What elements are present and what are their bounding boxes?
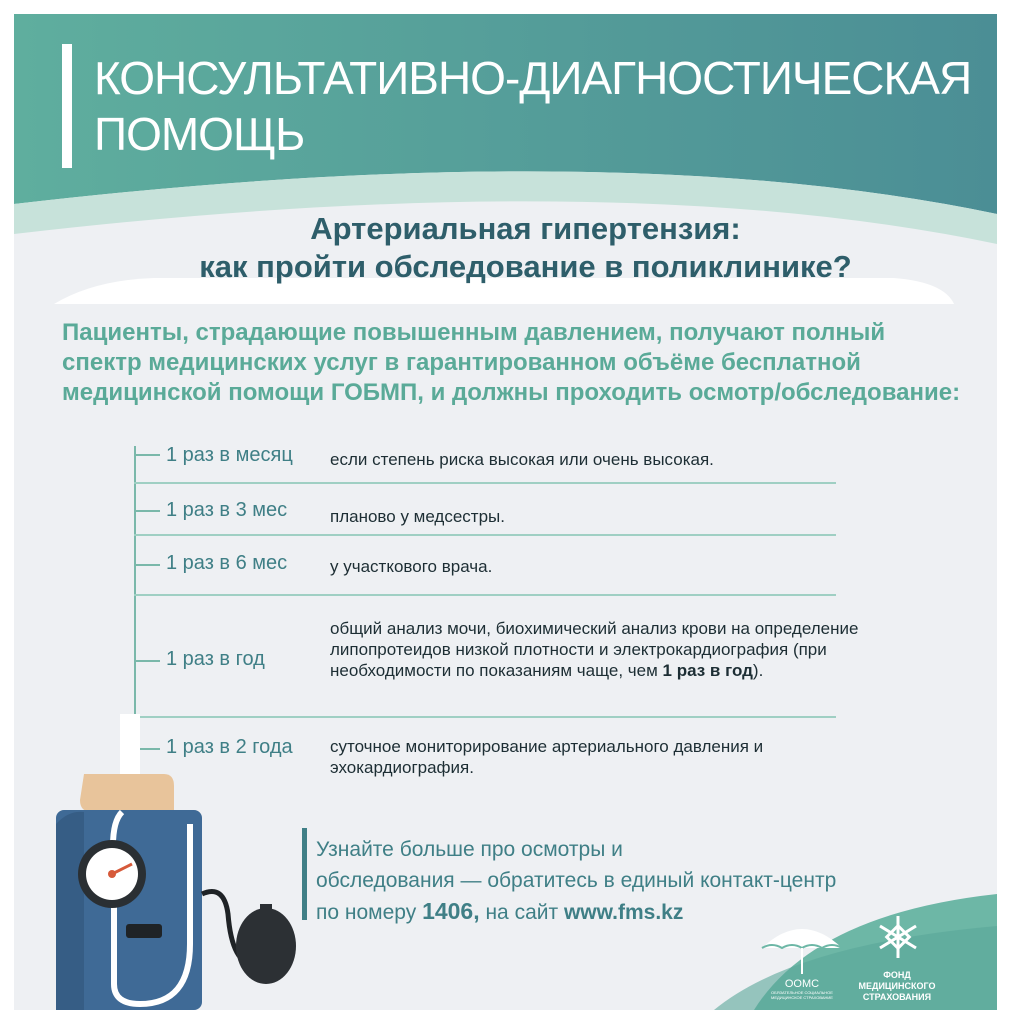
frequency-label: 1 раз в 2 года bbox=[166, 736, 293, 758]
umbrella-logo-icon bbox=[762, 929, 842, 974]
subtitle-line-1: Артериальная гипертензия: bbox=[310, 211, 741, 246]
title-line-2: ПОМОЩЬ bbox=[94, 108, 305, 160]
frequency-label: 1 раз в 3 мес bbox=[166, 499, 288, 521]
description-text: общий анализ мочи, биохимический анализ крови на определение липопротеидов низкой плотности и электрокардиография (при необходимости по показаниям чаще, чем bbox=[330, 619, 859, 680]
title-line-1: КОНСУЛЬТАТИВНО-ДИАГНОСТИЧЕСКАЯ bbox=[94, 52, 972, 104]
fms-logo-text: ФОНД МЕДИЦИНСКОГО СТРАХОВАНИЯ bbox=[858, 970, 936, 1002]
contact-line-2: обследования — обратитесь в единый контакт-центр bbox=[316, 869, 837, 892]
logos bbox=[14, 14, 997, 1010]
frequency-label: 1 раз в год bbox=[166, 648, 265, 670]
intro-text: Пациенты, страдающие повышенным давлением, получают полный спектр медицинских услуг в гарантированном объёме бесплатной медицинской помощи ГОБМП, и должны проходить осмотр/обследование: bbox=[62, 319, 961, 406]
snowflake-logo-icon bbox=[880, 916, 916, 958]
frequency-description: если степень риска высокая или очень высокая. bbox=[330, 450, 714, 469]
contact-phone[interactable]: 1406, bbox=[422, 898, 480, 924]
frequency-description: суточное мониторирование артериального давления и эхокардиография. bbox=[330, 737, 764, 777]
oms-logo-text bbox=[770, 978, 834, 1000]
frequency-label: 1 раз в 6 мес bbox=[166, 552, 288, 574]
description-text: ). bbox=[752, 661, 764, 680]
contact-website-link[interactable]: www.fms.kz bbox=[563, 901, 684, 924]
oms-name: ООМС bbox=[784, 978, 820, 990]
infographic-card bbox=[14, 14, 997, 1010]
description-bold: 1 раз в год bbox=[662, 661, 753, 680]
contact-text: по номеру bbox=[316, 901, 423, 924]
frequency-description: у участкового врача. bbox=[330, 557, 493, 576]
frequency-description: планово у медсестры. bbox=[330, 507, 505, 526]
oms-small-text: ОБЯЗАТЕЛЬНОЕ СОЦИАЛЬНОЕ МЕДИЦИНСКОЕ СТРАХОВАНИЕ bbox=[771, 990, 833, 1000]
subtitle-line-2: как пройти обследование в поликлинике? bbox=[199, 249, 852, 284]
contact-text: на сайт bbox=[479, 901, 564, 924]
frequency-label: 1 раз в месяц bbox=[166, 444, 293, 466]
contact-line-1: Узнайте больше про осмотры и bbox=[316, 838, 623, 861]
